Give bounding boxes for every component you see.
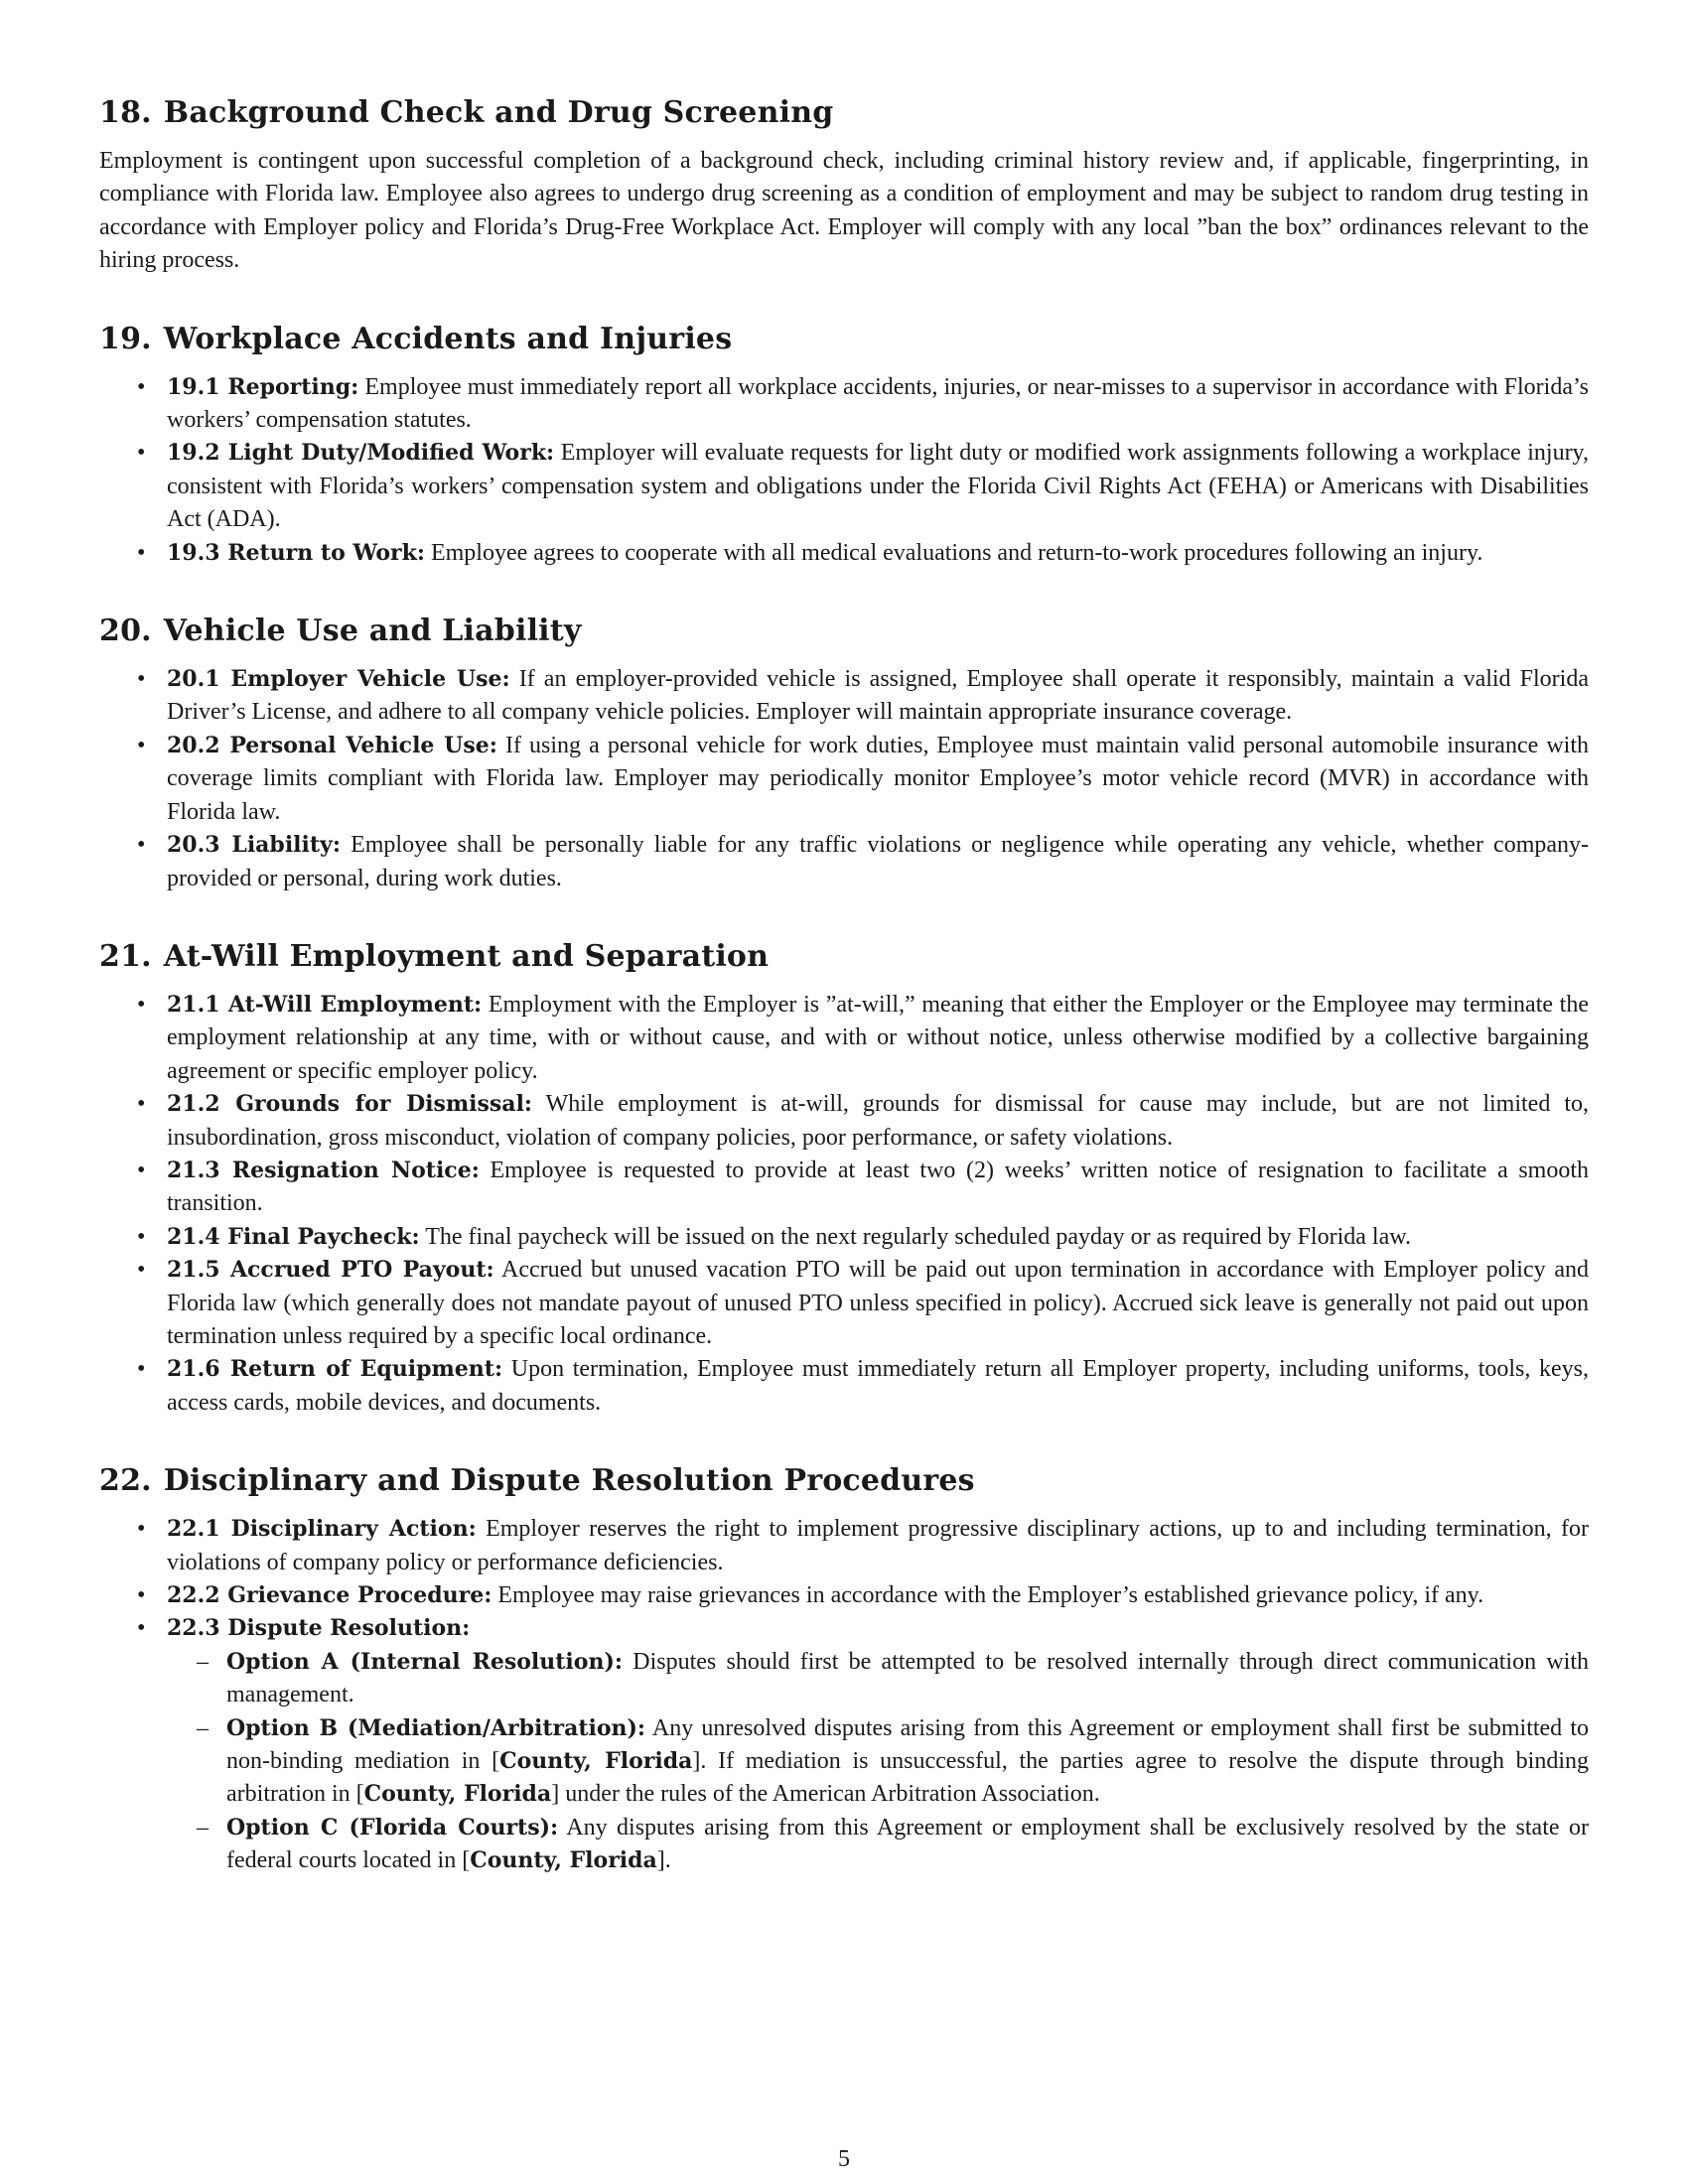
section-title: Workplace Accidents and Injuries bbox=[163, 321, 733, 356]
option-text: Any unresolved disputes arising from this Agreement or employment shall first be submitted to non-binding mediation in [ bbox=[226, 1714, 1589, 1775]
clause-label: 21.1 At-Will Employment: bbox=[167, 991, 483, 1018]
clause-text: If using a personal vehicle for work duties, Employee must maintain valid personal automobile insurance with coverage limits compliant with Florida law. Employer may periodically monitor Employee’s motor vehicle record (MVR) in accordance with Florida law. bbox=[167, 732, 1590, 825]
clause-label: 21.4 Final Paycheck: bbox=[167, 1223, 420, 1250]
section-number: 21. bbox=[99, 938, 152, 974]
clause-label: 19.2 Light Duty/Modified Work: bbox=[167, 440, 555, 467]
option-text: Any disputes arising from this Agreement or employment shall be exclusively resolved by the state or federal courts located in [ bbox=[226, 1814, 1589, 1874]
clause-text: Employee is requested to provide at least two (2) weeks’ written notice of resignation to facilitate a smooth transition. bbox=[167, 1157, 1590, 1217]
clause-text: Employee shall be personally liable for any traffic violations or negligence while operating any vehicle, whether company-provided or personal, during work duties. bbox=[167, 832, 1590, 891]
clause-text: Employee must immediately report all workplace accidents, injuries, or near-misses to a supervisor in accordance with Florida’s workers’ compensation statutes. bbox=[167, 373, 1589, 434]
list-item bbox=[99, 437, 1589, 536]
clause-list bbox=[99, 1513, 1589, 1877]
option-text: ] under the rules of the American Arbitration Association. bbox=[551, 1781, 1100, 1808]
clause-text: The final paycheck will be issued on the next regularly scheduled payday or as required by Florida law. bbox=[425, 1223, 1411, 1250]
option-item bbox=[167, 1712, 1589, 1812]
option-item bbox=[167, 1812, 1589, 1878]
option-text: Disputes should first be attempted to be resolved internally through direct communication with management. bbox=[226, 1648, 1589, 1708]
section-22 bbox=[99, 1459, 1589, 1877]
option-label: Option C (Florida Courts): bbox=[226, 1814, 559, 1841]
clause-label: 19.1 Reporting: bbox=[167, 373, 359, 400]
clause-label: 22.1 Disciplinary Action: bbox=[167, 1516, 477, 1543]
section-heading bbox=[99, 91, 1589, 135]
option-label: Option B (Mediation/Arbitration): bbox=[226, 1714, 646, 1741]
section-heading bbox=[99, 610, 1589, 653]
clause-text: Employer reserves the right to implement progressive disciplinary actions, up to and including termination, for violations of company policy or performance deficiencies. bbox=[167, 1516, 1589, 1575]
dispute-options-list bbox=[167, 1646, 1589, 1878]
list-item bbox=[99, 371, 1589, 438]
list-item bbox=[99, 989, 1589, 1088]
clause-label: 22.2 Grievance Procedure: bbox=[167, 1582, 492, 1608]
section-heading bbox=[99, 318, 1589, 361]
clause-label: 20.1 Employer Vehicle Use: bbox=[167, 666, 510, 693]
clause-text: Employment with the Employer is ”at-will,” meaning that either the Employer or the Employee may terminate the employment relationship at any time, with or without cause, and with or without notice, unless otherwise modified by a collective bargaining agreement or specific employer policy. bbox=[167, 991, 1590, 1084]
list-item bbox=[99, 537, 1589, 570]
list-item bbox=[99, 730, 1589, 829]
list-item bbox=[99, 1221, 1589, 1254]
clause-text: Upon termination, Employee must immediately return all Employer property, including uniforms, tools, keys, access cards, mobile devices, and documents. bbox=[167, 1356, 1589, 1416]
clause-text: If an employer-provided vehicle is assigned, Employee shall operate it responsibly, maintain a valid Florida Driver’s License, and adhere to all company vehicle policies. Employer will maintain appropriate insurance coverage. bbox=[167, 666, 1589, 726]
clause-label: 21.5 Accrued PTO Payout: bbox=[167, 1257, 494, 1284]
list-item bbox=[99, 1353, 1589, 1420]
clause-list bbox=[99, 663, 1589, 895]
list-item bbox=[99, 663, 1589, 730]
option-text: ]. bbox=[656, 1847, 671, 1874]
section-paragraph: Employment is contingent upon successful completion of a background check, including criminal history review and, if applicable, fingerprinting, in compliance with Florida law. Employee also agrees to undergo drug screening as a condition of employment and may be subject to random drug testing in accordance with Employer policy and Florida’s Drug-Free Workplace Act. Employer will comply with any local ”ban the box” ordinances relevant to the hiring process. bbox=[99, 148, 1589, 274]
section-title: Vehicle Use and Liability bbox=[163, 614, 582, 649]
section-number: 18. bbox=[99, 95, 152, 130]
section-number: 19. bbox=[99, 321, 152, 356]
clause-text: Employer will evaluate requests for light duty or modified work assignments following a workplace injury, consistent with Florida’s workers’ compensation system and obligations under the Florida Civil Rights Act (FEHA) or Americans with Disabilities Act (ADA). bbox=[167, 440, 1590, 533]
option-item bbox=[167, 1646, 1589, 1712]
section-heading bbox=[99, 1459, 1589, 1503]
clause-text: While employment is at-will, grounds for dismissal for cause may include, but are not limited to, insubordination, gross misconduct, violation of company policies, poor performance, or safety violations. bbox=[167, 1091, 1589, 1151]
page-number: 5 bbox=[838, 2146, 850, 2172]
section-number: 20. bbox=[99, 614, 152, 649]
clause-list bbox=[99, 371, 1589, 570]
clause-label: 20.2 Personal Vehicle Use: bbox=[167, 732, 497, 758]
option-text: ]. If mediation is unsuccessful, the parties agree to resolve the dispute through binding arbitration in [ bbox=[226, 1748, 1589, 1808]
section-19 bbox=[99, 318, 1589, 570]
section-heading bbox=[99, 935, 1589, 979]
clause-label: 22.3 Dispute Resolution: bbox=[167, 1615, 471, 1642]
list-item bbox=[99, 1612, 1589, 1877]
section-title: Background Check and Drug Screening bbox=[163, 95, 834, 130]
clause-text: Accrued but unused vacation PTO will be paid out upon termination in accordance with Employer policy and Florida law (which generally does not mandate payout of unused PTO unless specified in policy). Accrued sick leave is generally not paid out upon termination unless required by a specific local ordinance. bbox=[167, 1257, 1590, 1349]
county-placeholder: County, Florida bbox=[499, 1748, 693, 1775]
county-placeholder: County, Florida bbox=[363, 1781, 552, 1808]
list-item bbox=[99, 1088, 1589, 1155]
clause-label: 21.3 Resignation Notice: bbox=[167, 1157, 480, 1183]
clause-label: 20.3 Liability: bbox=[167, 832, 341, 859]
clause-label: 21.2 Grounds for Dismissal: bbox=[167, 1091, 533, 1118]
list-item bbox=[99, 1254, 1589, 1353]
clause-list bbox=[99, 989, 1589, 1420]
option-label: Option A (Internal Resolution): bbox=[226, 1648, 623, 1675]
county-placeholder: County, Florida bbox=[470, 1847, 657, 1874]
clause-text: Employee agrees to cooperate with all medical evaluations and return-to-work procedures following an injury. bbox=[430, 539, 1483, 566]
section-title: At-Will Employment and Separation bbox=[163, 938, 770, 974]
section-18 bbox=[99, 91, 1589, 278]
list-item bbox=[99, 1513, 1589, 1579]
clause-text: Employee may raise grievances in accordance with the Employer’s established grievance policy, if any. bbox=[497, 1582, 1484, 1608]
document-page bbox=[99, 91, 1589, 1918]
list-item bbox=[99, 829, 1589, 895]
clause-label: 19.3 Return to Work: bbox=[167, 539, 425, 566]
section-21 bbox=[99, 935, 1589, 1420]
clause-label: 21.6 Return of Equipment: bbox=[167, 1356, 503, 1383]
list-item bbox=[99, 1155, 1589, 1221]
list-item bbox=[99, 1579, 1589, 1612]
section-title: Disciplinary and Dispute Resolution Procedures bbox=[163, 1463, 975, 1499]
section-number: 22. bbox=[99, 1463, 152, 1499]
section-20 bbox=[99, 610, 1589, 895]
